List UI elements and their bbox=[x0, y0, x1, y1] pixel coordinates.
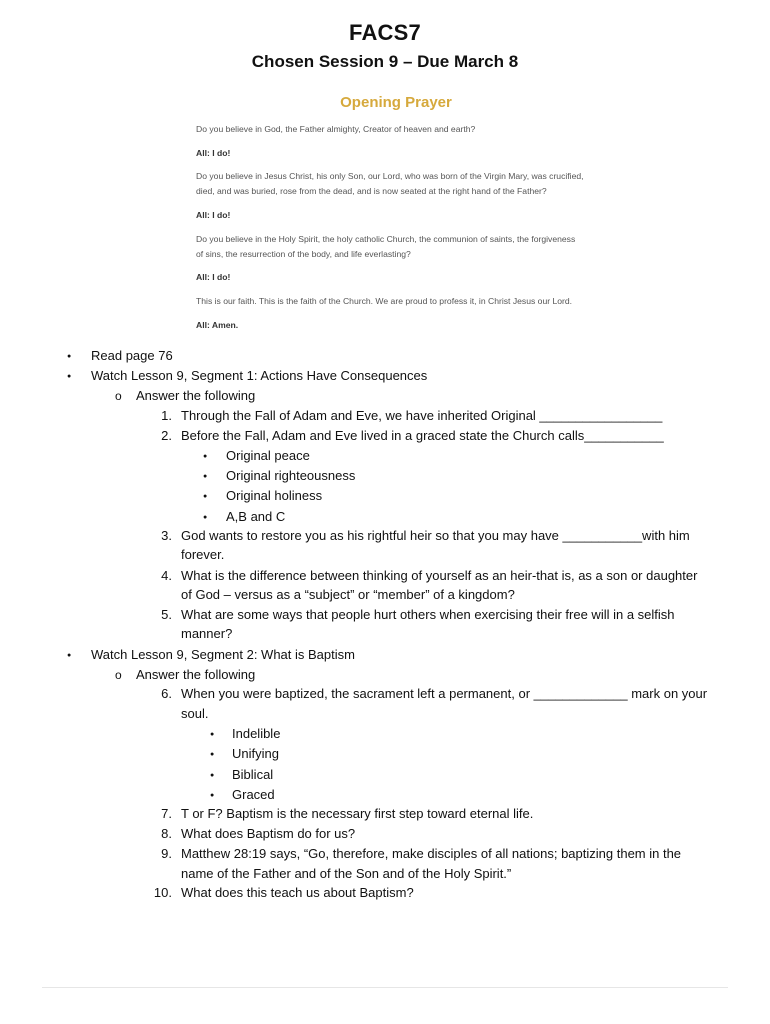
option-item: Graced bbox=[232, 787, 275, 802]
read-item: Read page 76 bbox=[91, 348, 173, 363]
question-number: 4. bbox=[161, 568, 172, 583]
bullet bbox=[210, 787, 214, 806]
prayer-line: Do you believe in the Holy Spirit, the holy catholic Church, the communion of saints, the forgiveness bbox=[196, 234, 576, 244]
question-3-cont: forever. bbox=[181, 547, 225, 562]
prayer-response: All: I do! bbox=[196, 210, 231, 220]
bullet bbox=[210, 746, 214, 765]
bullet bbox=[210, 726, 214, 745]
question-number: 2. bbox=[161, 428, 172, 443]
question-1: Through the Fall of Adam and Eve, we have inherited Original _________________ bbox=[181, 408, 663, 423]
prayer-title: Opening Prayer bbox=[340, 94, 452, 111]
option-item: Indelible bbox=[232, 726, 281, 741]
prayer-response: All: Amen. bbox=[196, 320, 239, 330]
question-number: 3. bbox=[161, 528, 172, 543]
prayer-line: Do you believe in God, the Father almighty, Creator of heaven and earth? bbox=[196, 124, 476, 134]
question-7: T or F? Baptism is the necessary first step toward eternal life. bbox=[181, 806, 534, 821]
question-9: Matthew 28:19 says, “Go, therefore, make disciples of all nations; baptizing them in the bbox=[181, 846, 682, 861]
bullet bbox=[203, 448, 207, 467]
question-10: What does this teach us about Baptism? bbox=[181, 885, 414, 900]
question-4-cont: of God – versus as a “subject” or “member” of a kingdom? bbox=[181, 587, 515, 602]
option-item: Original righteousness bbox=[226, 468, 356, 483]
question-number: 7. bbox=[161, 806, 172, 821]
bullet bbox=[67, 348, 71, 367]
question-5: What are some ways that people hurt others when exercising their free will in a selfish bbox=[181, 607, 675, 622]
segment2-title: Watch Lesson 9, Segment 2: What is Baptism bbox=[91, 647, 355, 662]
question-4: What is the difference between thinking of yourself as an heir-that is, as a son or daughter bbox=[181, 568, 698, 583]
option-item: Biblical bbox=[232, 767, 274, 782]
prayer-response: All: I do! bbox=[196, 148, 231, 158]
answer-heading: Answer the following bbox=[136, 667, 256, 682]
prayer-line: Do you believe in Jesus Christ, his only Son, our Lord, who was born of the Virgin Mary, was crucified, bbox=[196, 171, 584, 181]
page-divider bbox=[42, 987, 728, 988]
segment1-title: Watch Lesson 9, Segment 1: Actions Have Consequences bbox=[91, 368, 428, 383]
option-item: Original holiness bbox=[226, 488, 323, 503]
option-item: Unifying bbox=[232, 746, 279, 761]
question-5-cont: manner? bbox=[181, 626, 233, 641]
document-title: FACS7 bbox=[349, 20, 421, 45]
prayer-line: of sins, the resurrection of the body, and life everlasting? bbox=[196, 249, 411, 259]
bullet bbox=[210, 767, 214, 786]
bullet bbox=[67, 368, 71, 387]
question-number: 8. bbox=[161, 826, 172, 841]
sub-bullet bbox=[115, 388, 122, 404]
prayer-line: This is our faith. This is the faith of the Church. We are proud to profess it, in Christ Jesus our Lord. bbox=[196, 296, 573, 306]
prayer-response: All: I do! bbox=[196, 272, 231, 282]
question-number: 5. bbox=[161, 607, 172, 622]
question-8: What does Baptism do for us? bbox=[181, 826, 356, 841]
question-6: When you were baptized, the sacrament left a permanent, or _____________ mark on your bbox=[181, 686, 708, 701]
prayer-line: died, and was buried, rose from the dead, and is now seated at the right hand of the Father? bbox=[196, 186, 547, 196]
question-number: 1. bbox=[161, 408, 172, 423]
question-number: 9. bbox=[161, 846, 172, 861]
question-number: 6. bbox=[161, 686, 172, 701]
question-3: God wants to restore you as his rightful heir so that you may have ___________with him bbox=[181, 528, 690, 543]
bullet bbox=[203, 468, 207, 487]
document-subtitle: Chosen Session 9 – Due March 8 bbox=[251, 52, 519, 71]
bullet bbox=[67, 647, 71, 666]
option-item: Original peace bbox=[226, 448, 310, 463]
question-2: Before the Fall, Adam and Eve lived in a graced state the Church calls___________ bbox=[181, 428, 664, 443]
bullet bbox=[203, 509, 207, 528]
option-item: A,B and C bbox=[226, 509, 286, 524]
bullet bbox=[203, 488, 207, 507]
answer-heading: Answer the following bbox=[136, 388, 256, 403]
question-number: 10. bbox=[153, 885, 172, 900]
sub-bullet bbox=[115, 667, 122, 683]
question-6-cont: soul. bbox=[181, 706, 209, 721]
question-9-cont: name of the Father and of the Son and of the Holy Spirit.” bbox=[181, 866, 512, 881]
